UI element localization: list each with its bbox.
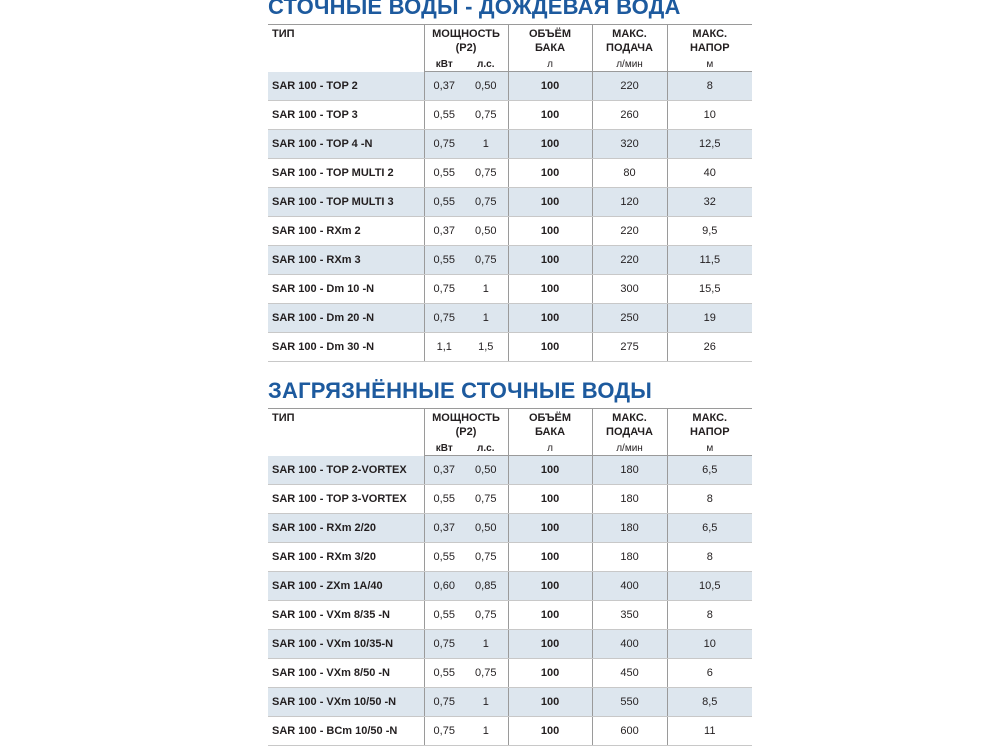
unit-hp: л.с.: [464, 55, 508, 72]
header-head-label: МАКС.: [692, 412, 728, 424]
cell-power-kw: 0,75: [424, 304, 464, 333]
cell-type: SAR 100 - RXm 2: [268, 217, 424, 246]
cell-head: 32: [667, 188, 752, 217]
header-power-label: МОЩНОСТЬ: [432, 28, 500, 40]
cell-head: 8: [667, 485, 752, 514]
cell-power-kw: 0,37: [424, 456, 464, 485]
cell-type: SAR 100 - RXm 2/20: [268, 514, 424, 543]
cell-type: SAR 100 - RXm 3/20: [268, 543, 424, 572]
cell-type: SAR 100 - TOP 2: [268, 72, 424, 101]
cell-head: 6: [667, 659, 752, 688]
spec-table: [268, 408, 752, 746]
table-row: [268, 72, 752, 101]
cell-type: SAR 100 - ZXm 1A/40: [268, 572, 424, 601]
cell-type: SAR 100 - Dm 20 -N: [268, 304, 424, 333]
cell-flow: 180: [592, 543, 667, 572]
cell-flow: 600: [592, 717, 667, 746]
cell-volume: 100: [508, 72, 592, 101]
section-title: ЗАГРЯЗНЁННЫЕ СТОЧНЫЕ ВОДЫ: [268, 378, 652, 403]
cell-head: 26: [667, 333, 752, 362]
cell-type: SAR 100 - VXm 10/50 -N: [268, 688, 424, 717]
cell-type: SAR 100 - TOP 3-VORTEX: [268, 485, 424, 514]
cell-head: 10,5: [667, 572, 752, 601]
cell-power-kw: 0,37: [424, 514, 464, 543]
header-head-sub: НАПОР: [689, 426, 730, 438]
cell-flow: 350: [592, 601, 667, 630]
cell-volume: 100: [508, 130, 592, 159]
cell-power-hp: 0,50: [464, 456, 508, 485]
cell-volume: 100: [508, 275, 592, 304]
table-row: [268, 717, 752, 746]
cell-power-hp: 1: [464, 717, 508, 746]
section-sewage-rainwater: [268, 0, 752, 362]
cell-flow: 220: [592, 217, 667, 246]
cell-power-kw: 0,55: [424, 543, 464, 572]
cell-flow: 400: [592, 630, 667, 659]
cell-power-hp: 1: [464, 275, 508, 304]
cell-power-kw: 0,75: [424, 630, 464, 659]
cell-power-hp: 0,50: [464, 72, 508, 101]
unit-flow: л/мин: [592, 439, 667, 456]
cell-power-kw: 0,55: [424, 246, 464, 275]
cell-head: 40: [667, 159, 752, 188]
cell-type: SAR 100 - TOP MULTI 2: [268, 159, 424, 188]
table-row: [268, 630, 752, 659]
cell-volume: 100: [508, 159, 592, 188]
header-power-sub: (P2): [455, 426, 477, 438]
cell-head: 8: [667, 601, 752, 630]
header-volume-sub: БАКА: [534, 42, 566, 54]
cell-head: 10: [667, 101, 752, 130]
cell-volume: 100: [508, 572, 592, 601]
header-flow-sub: ПОДАЧА: [606, 426, 653, 438]
cell-head: 12,5: [667, 130, 752, 159]
unit-flow: л/мин: [592, 55, 667, 72]
header-volume-sub: БАКА: [534, 426, 566, 438]
header-volume-label: ОБЪЁМ: [528, 412, 572, 424]
cell-type: SAR 100 - Dm 30 -N: [268, 333, 424, 362]
header-flow-sub: ПОДАЧА: [606, 42, 653, 54]
header-power: [424, 25, 508, 56]
cell-power-kw: 0,55: [424, 101, 464, 130]
cell-power-hp: 0,50: [464, 217, 508, 246]
table-row: [268, 217, 752, 246]
table-row: [268, 159, 752, 188]
cell-power-kw: 0,60: [424, 572, 464, 601]
cell-volume: 100: [508, 630, 592, 659]
table-row: [268, 130, 752, 159]
header-volume: [508, 409, 592, 440]
section-contaminated-sewage: [268, 376, 752, 746]
cell-head: 19: [667, 304, 752, 333]
cell-power-hp: 0,75: [464, 601, 508, 630]
cell-flow: 400: [592, 572, 667, 601]
cell-head: 6,5: [667, 456, 752, 485]
cell-volume: 100: [508, 659, 592, 688]
table-row: [268, 333, 752, 362]
cell-power-hp: 0,75: [464, 485, 508, 514]
cell-type: SAR 100 - BCm 10/50 -N: [268, 717, 424, 746]
cell-head: 8: [667, 543, 752, 572]
table-row: [268, 188, 752, 217]
cell-power-hp: 1: [464, 304, 508, 333]
cell-head: 11,5: [667, 246, 752, 275]
cell-power-kw: 0,55: [424, 601, 464, 630]
cell-head: 15,5: [667, 275, 752, 304]
header-power: [424, 409, 508, 440]
cell-volume: 100: [508, 188, 592, 217]
table-row: [268, 456, 752, 485]
section-title: СТОЧНЫЕ ВОДЫ - ДОЖДЕВАЯ ВОДА: [268, 0, 681, 19]
cell-flow: 180: [592, 456, 667, 485]
header-flow: [592, 409, 667, 440]
table-row: [268, 101, 752, 130]
header-power-sub: (P2): [455, 42, 477, 54]
cell-power-kw: 0,55: [424, 188, 464, 217]
cell-power-kw: 0,37: [424, 217, 464, 246]
cell-power-kw: 0,55: [424, 159, 464, 188]
cell-power-hp: 0,50: [464, 514, 508, 543]
table-row: [268, 601, 752, 630]
cell-power-hp: 1: [464, 630, 508, 659]
table-row: [268, 304, 752, 333]
cell-type: SAR 100 - Dm 10 -N: [268, 275, 424, 304]
cell-flow: 550: [592, 688, 667, 717]
cell-flow: 250: [592, 304, 667, 333]
cell-head: 8,5: [667, 688, 752, 717]
unit-head: м: [667, 439, 752, 456]
cell-type: SAR 100 - TOP 2-VORTEX: [268, 456, 424, 485]
cell-type: SAR 100 - VXm 8/50 -N: [268, 659, 424, 688]
cell-power-hp: 0,75: [464, 659, 508, 688]
table-row: [268, 543, 752, 572]
cell-power-hp: 1: [464, 130, 508, 159]
table-row: [268, 659, 752, 688]
cell-power-kw: 0,55: [424, 485, 464, 514]
cell-power-hp: 1,5: [464, 333, 508, 362]
unit-volume: л: [508, 55, 592, 72]
table-row: [268, 246, 752, 275]
cell-head: 10: [667, 630, 752, 659]
cell-head: 6,5: [667, 514, 752, 543]
cell-flow: 180: [592, 514, 667, 543]
cell-flow: 120: [592, 188, 667, 217]
cell-power-hp: 0,85: [464, 572, 508, 601]
header-head: [667, 25, 752, 56]
table-row: [268, 572, 752, 601]
unit-volume: л: [508, 439, 592, 456]
cell-power-hp: 1: [464, 688, 508, 717]
cell-power-kw: 0,55: [424, 659, 464, 688]
cell-power-kw: 0,75: [424, 130, 464, 159]
cell-volume: 100: [508, 485, 592, 514]
cell-flow: 275: [592, 333, 667, 362]
spec-table: [268, 24, 752, 362]
cell-head: 11: [667, 717, 752, 746]
cell-power-hp: 0,75: [464, 246, 508, 275]
header-type: ТИП: [268, 25, 424, 72]
cell-volume: 100: [508, 246, 592, 275]
cell-flow: 320: [592, 130, 667, 159]
table-row: [268, 688, 752, 717]
cell-power-hp: 0,75: [464, 543, 508, 572]
cell-flow: 220: [592, 246, 667, 275]
unit-head: м: [667, 55, 752, 72]
cell-volume: 100: [508, 601, 592, 630]
cell-power-hp: 0,75: [464, 159, 508, 188]
header-flow: [592, 25, 667, 56]
table-row: [268, 275, 752, 304]
cell-volume: 100: [508, 101, 592, 130]
cell-volume: 100: [508, 456, 592, 485]
header-head-label: МАКС.: [692, 28, 728, 40]
cell-type: SAR 100 - VXm 8/35 -N: [268, 601, 424, 630]
cell-type: SAR 100 - VXm 10/35-N: [268, 630, 424, 659]
cell-power-hp: 0,75: [464, 188, 508, 217]
cell-flow: 220: [592, 72, 667, 101]
unit-kw: кВт: [424, 439, 464, 456]
cell-power-kw: 0,75: [424, 275, 464, 304]
cell-power-hp: 0,75: [464, 101, 508, 130]
header-volume: [508, 25, 592, 56]
header-head: [667, 409, 752, 440]
header-head-sub: НАПОР: [689, 42, 730, 54]
cell-power-kw: 0,37: [424, 72, 464, 101]
cell-volume: 100: [508, 217, 592, 246]
header-flow-label: МАКС.: [612, 412, 647, 424]
cell-type: SAR 100 - TOP MULTI 3: [268, 188, 424, 217]
cell-head: 9,5: [667, 217, 752, 246]
cell-volume: 100: [508, 543, 592, 572]
cell-volume: 100: [508, 333, 592, 362]
cell-flow: 180: [592, 485, 667, 514]
cell-power-kw: 0,75: [424, 688, 464, 717]
cell-type: SAR 100 - TOP 4 -N: [268, 130, 424, 159]
header-power-label: МОЩНОСТЬ: [432, 412, 500, 424]
cell-type: SAR 100 - TOP 3: [268, 101, 424, 130]
cell-volume: 100: [508, 304, 592, 333]
cell-flow: 260: [592, 101, 667, 130]
cell-flow: 450: [592, 659, 667, 688]
cell-power-kw: 1,1: [424, 333, 464, 362]
cell-flow: 80: [592, 159, 667, 188]
cell-volume: 100: [508, 717, 592, 746]
header-type: ТИП: [268, 409, 424, 456]
header-volume-label: ОБЪЁМ: [528, 28, 572, 40]
cell-volume: 100: [508, 514, 592, 543]
cell-flow: 300: [592, 275, 667, 304]
cell-volume: 100: [508, 688, 592, 717]
header-flow-label: МАКС.: [612, 28, 647, 40]
cell-power-kw: 0,75: [424, 717, 464, 746]
unit-hp: л.с.: [464, 439, 508, 456]
unit-kw: кВт: [424, 55, 464, 72]
cell-type: SAR 100 - RXm 3: [268, 246, 424, 275]
cell-head: 8: [667, 72, 752, 101]
table-row: [268, 485, 752, 514]
table-row: [268, 514, 752, 543]
